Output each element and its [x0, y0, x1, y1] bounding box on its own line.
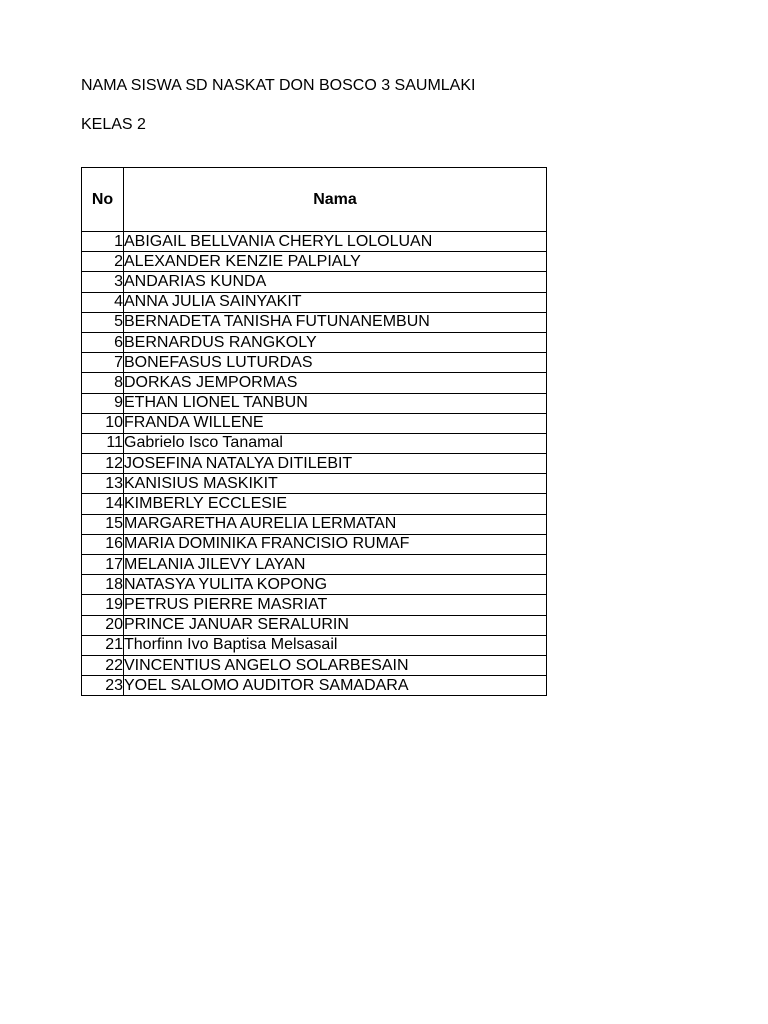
row-number: 1	[82, 232, 124, 252]
row-number: 14	[82, 494, 124, 514]
student-name: ANNA JULIA SAINYAKIT	[124, 292, 547, 312]
row-number: 19	[82, 595, 124, 615]
row-number: 4	[82, 292, 124, 312]
student-name: MARIA DOMINIKA FRANCISIO RUMAF	[124, 534, 547, 554]
row-number: 21	[82, 635, 124, 655]
header-row	[82, 168, 547, 232]
student-name: Gabrielo Isco Tanamal	[124, 433, 547, 453]
student-name: ABIGAIL BELLVANIA CHERYL LOLOLUAN	[124, 232, 547, 252]
table-row	[82, 413, 547, 433]
table-row	[82, 474, 547, 494]
table-row	[82, 635, 547, 655]
row-number: 5	[82, 312, 124, 332]
table-row	[82, 232, 547, 252]
student-name: FRANDA WILLENE	[124, 413, 547, 433]
table-row	[82, 312, 547, 332]
page-title: NAMA SISWA SD NASKAT DON BOSCO 3 SAUMLAKI	[81, 77, 476, 94]
row-number: 7	[82, 353, 124, 373]
table-row	[82, 595, 547, 615]
student-name: PRINCE JANUAR SERALURIN	[124, 615, 547, 635]
student-name: YOEL SALOMO AUDITOR SAMADARA	[124, 676, 547, 696]
column-header-no: No	[82, 168, 124, 232]
table-body	[82, 232, 547, 696]
table-row	[82, 433, 547, 453]
student-name: ETHAN LIONEL TANBUN	[124, 393, 547, 413]
row-number: 3	[82, 272, 124, 292]
column-header-name: Nama	[124, 168, 547, 232]
table-row	[82, 393, 547, 413]
student-name: Thorfinn Ivo Baptisa Melsasail	[124, 635, 547, 655]
student-name: KIMBERLY ECCLESIE	[124, 494, 547, 514]
row-number: 11	[82, 433, 124, 453]
table-row	[82, 353, 547, 373]
row-number: 22	[82, 655, 124, 675]
class-label: KELAS 2	[81, 116, 146, 133]
table-row	[82, 494, 547, 514]
table-row	[82, 676, 547, 696]
table-row	[82, 575, 547, 595]
row-number: 9	[82, 393, 124, 413]
student-table	[81, 167, 547, 696]
table-row	[82, 514, 547, 534]
student-name: MELANIA JILEVY LAYAN	[124, 555, 547, 575]
row-number: 10	[82, 413, 124, 433]
table-row	[82, 252, 547, 272]
row-number: 18	[82, 575, 124, 595]
table-row	[82, 272, 547, 292]
row-number: 23	[82, 676, 124, 696]
row-number: 6	[82, 332, 124, 352]
student-name: MARGARETHA AURELIA LERMATAN	[124, 514, 547, 534]
student-name: BERNADETA TANISHA FUTUNANEMBUN	[124, 312, 547, 332]
student-name: VINCENTIUS ANGELO SOLARBESAIN	[124, 655, 547, 675]
student-name: KANISIUS MASKIKIT	[124, 474, 547, 494]
row-number: 16	[82, 534, 124, 554]
table-row	[82, 292, 547, 312]
row-number: 17	[82, 555, 124, 575]
row-number: 20	[82, 615, 124, 635]
table-row	[82, 454, 547, 474]
student-name: ALEXANDER KENZIE PALPIALY	[124, 252, 547, 272]
table-row	[82, 615, 547, 635]
student-name: JOSEFINA NATALYA DITILEBIT	[124, 454, 547, 474]
student-name: NATASYA YULITA KOPONG	[124, 575, 547, 595]
table-row	[82, 534, 547, 554]
student-name: DORKAS JEMPORMAS	[124, 373, 547, 393]
student-name: BERNARDUS RANGKOLY	[124, 332, 547, 352]
table-row	[82, 655, 547, 675]
row-number: 13	[82, 474, 124, 494]
student-name: BONEFASUS LUTURDAS	[124, 353, 547, 373]
table-row	[82, 373, 547, 393]
table-header	[82, 168, 547, 232]
row-number: 8	[82, 373, 124, 393]
row-number: 15	[82, 514, 124, 534]
row-number: 12	[82, 454, 124, 474]
table-row	[82, 555, 547, 575]
student-name: PETRUS PIERRE MASRIAT	[124, 595, 547, 615]
table-row	[82, 332, 547, 352]
row-number: 2	[82, 252, 124, 272]
student-name: ANDARIAS KUNDA	[124, 272, 547, 292]
